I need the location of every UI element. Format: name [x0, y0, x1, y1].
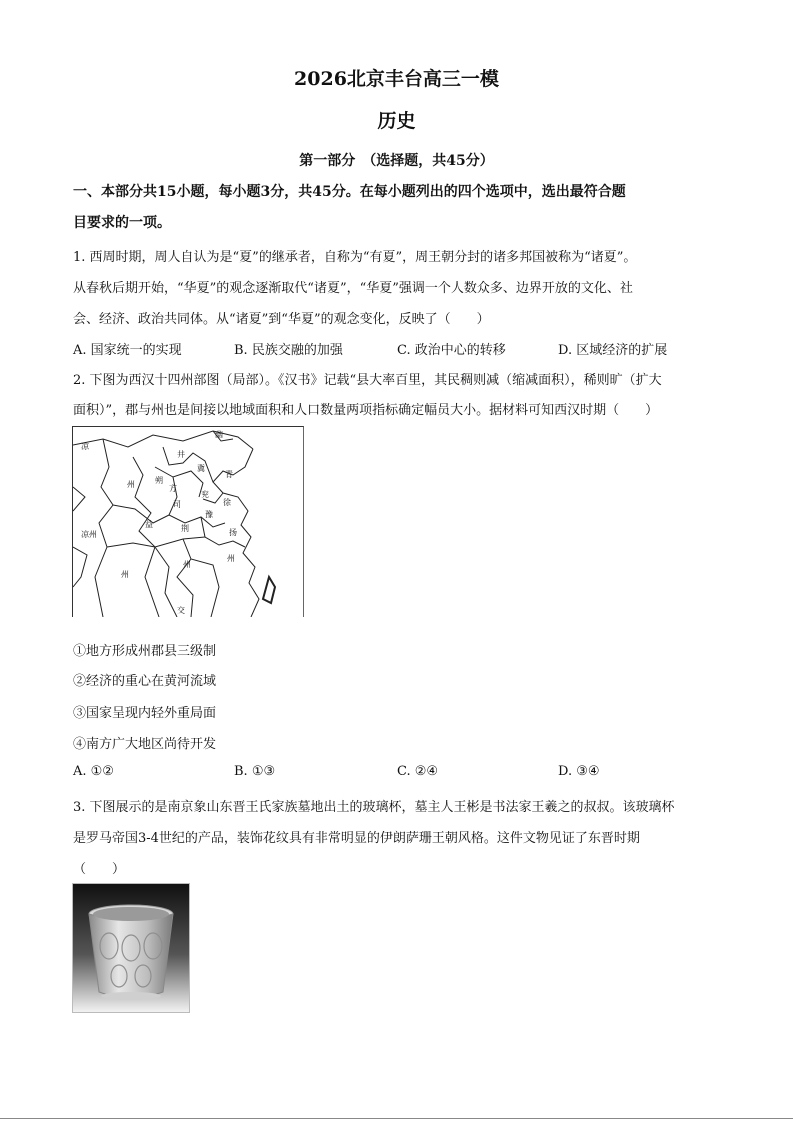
map-label-zhou-3: 州 — [183, 560, 191, 569]
map-label-jing: 荆 — [181, 524, 189, 533]
map-label-si: 司 — [173, 500, 181, 509]
map-label-ji: 冀 — [197, 464, 205, 473]
map-label-yu: 豫 — [205, 510, 213, 519]
q3-line-1: 3. 下图展示的是南京象山东晋王氏家族墓地出土的玻璃杯，墓主人王彬是书法家王羲之的叔叔。该玻璃杯 — [73, 800, 675, 815]
q1-line-2: 从春秋后期开始，“华夏”的观念逐渐取代“诸夏”，“华夏”强调一个人数众多、边界开放的文化、社 — [73, 281, 633, 296]
map-label-yang: 扬 — [229, 528, 237, 537]
page-bottom-rule — [0, 1118, 793, 1119]
q2-statement-4: ④南方广大地区尚待开发 — [73, 737, 217, 752]
exam-title: 2026北京丰台高三一模 — [294, 68, 499, 90]
q3-line-3: （ ） — [73, 862, 126, 877]
q2-option-b: B. ①③ — [234, 764, 276, 779]
q1-option-a: A. 国家统一的实现 — [73, 343, 182, 358]
instruction-line-1: 一、本部分共15小题，每小题3分，共45分。在每小题列出的四个选项中，选出最符合题 — [73, 184, 626, 200]
part-heading: 第一部分 （选择题，共45分） — [299, 153, 494, 169]
glass-cup-photo — [72, 883, 190, 1013]
q2-statement-2: ②经济的重心在黄河流域 — [73, 674, 217, 689]
map-label-zhou-4: 州 — [227, 554, 235, 563]
q2-line-1: 2. 下图为西汉十四州部图（局部）。《汉书》记载“县大率百里，其民稠则减（缩减面积），稀则旷（扩大 — [73, 373, 662, 388]
map-label-jiao: 交 — [177, 606, 185, 615]
q2-option-c: C. ②④ — [397, 764, 439, 779]
q1-option-d: D. 区域经济的扩展 — [558, 343, 668, 358]
map-label-shuo: 朔 — [155, 476, 163, 485]
glass-cup-image — [73, 884, 189, 1012]
q3-line-2: 是罗马帝国3-4世纪的产品，装饰花纹具有非常明显的伊朗萨珊王朝风格。这件文物见证了东晋时期 — [73, 831, 640, 846]
q2-statement-3: ③国家呈现内轻外重局面 — [73, 706, 217, 721]
han-provinces-map — [72, 426, 304, 617]
subject-title: 历史 — [377, 110, 416, 132]
q2-option-d: D. ③④ — [558, 764, 600, 779]
map-label-liangzhou: 凉州 — [81, 530, 97, 539]
q1-line-1: 1. 西周时期，周人自认为是“夏”的继承者，自称为“有夏”，周王朝分封的诸多邦国被称为“诸夏”。 — [73, 250, 637, 265]
map-label-bing: 井 — [177, 450, 185, 459]
q2-statement-1: ①地方形成州郡县三级制 — [73, 644, 217, 659]
map-label-yan: 兖 — [201, 490, 209, 499]
map-label-you: 幽 — [215, 430, 223, 439]
map-label-yi: 益 — [145, 520, 153, 529]
map-label-zhou-2: 州 — [121, 570, 129, 579]
map-label-zhou-1: 州 — [127, 480, 135, 489]
q1-option-c: C. 政治中心的转移 — [397, 343, 506, 358]
map-label-liang: 凉 — [81, 442, 89, 451]
map-label-qing: 青 — [225, 470, 233, 479]
q1-line-3: 会、经济、政治共同体。从“诸夏”到“华夏”的观念变化，反映了（ ） — [73, 312, 490, 327]
q2-option-a: A. ①② — [73, 764, 114, 779]
map-label-xu: 徐 — [223, 498, 231, 507]
q2-line-2: 面积）”，郡与州也是间接以地域面积和人口数量两项指标确定幅员大小。据材料可知西汉时期（ ） — [73, 403, 659, 418]
map-label-fang: 方 — [169, 484, 177, 493]
q1-option-b: B. 民族交融的加强 — [234, 343, 343, 358]
map-drawing — [73, 427, 303, 617]
instruction-line-2: 目要求的一项。 — [73, 215, 171, 231]
